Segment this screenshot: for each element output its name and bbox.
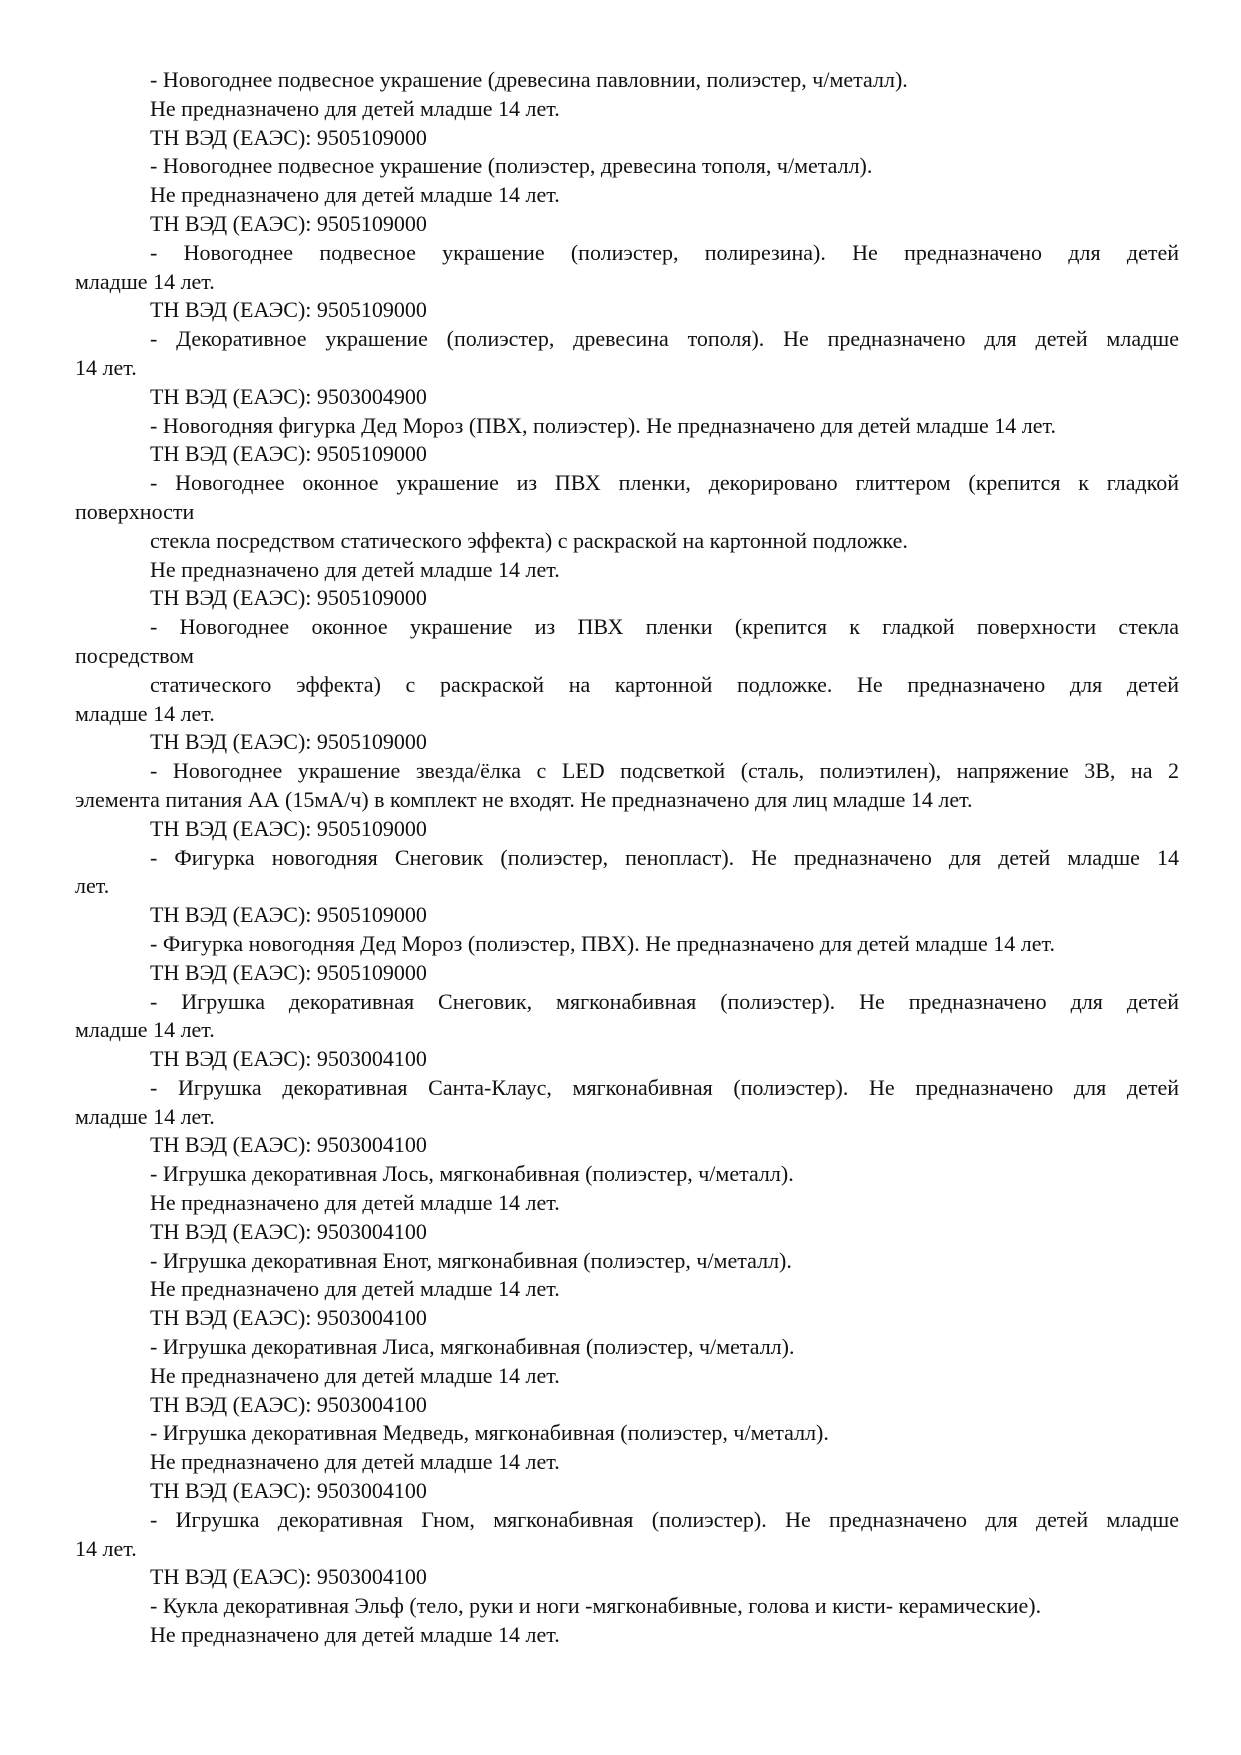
text-line: младше 14 лет. xyxy=(75,1103,215,1129)
text-line: ТН ВЭД (ЕАЭС): 9505109000 xyxy=(150,210,427,236)
text-line: - Игрушка декоративная Лось, мягконабивная (полиэстер, ч/металл). xyxy=(150,1161,794,1187)
text-line: - Декоративное украшение (полиэстер, древесина тополя). Не предназначено для детей младше xyxy=(150,326,1179,352)
text-line: Не предназначено для детей младше 14 лет. xyxy=(150,95,560,121)
text-line: ТН ВЭД (ЕАЭС): 9505109000 xyxy=(150,585,427,611)
text-line: Не предназначено для детей младше 14 лет. xyxy=(150,1276,560,1302)
text-line: ТН ВЭД (ЕАЭС): 9503004100 xyxy=(150,1046,427,1072)
text-line: ТН ВЭД (ЕАЭС): 9505109000 xyxy=(150,297,427,323)
text-line: ТН ВЭД (ЕАЭС): 9505109000 xyxy=(150,729,427,755)
text-line: - Фигурка новогодняя Снеговик (полиэстер, пенопласт). Не предназначено для детей младше 14 xyxy=(150,844,1179,870)
text-line: посредством xyxy=(75,642,194,668)
text-line: ТН ВЭД (ЕАЭС): 9503004100 xyxy=(150,1391,427,1417)
text-line: Не предназначено для детей младше 14 лет. xyxy=(150,1622,560,1648)
text-line: 14 лет. xyxy=(75,1535,137,1561)
text-line: - Новогоднее оконное украшение из ПВХ пленки (крепится к гладкой поверхности стекла xyxy=(150,614,1179,640)
text-line: ТН ВЭД (ЕАЭС): 9503004100 xyxy=(150,1218,427,1244)
text-line: Не предназначено для детей младше 14 лет. xyxy=(150,1190,560,1216)
text-line: ТН ВЭД (ЕАЭС): 9505109000 xyxy=(150,959,427,985)
text-line: - Игрушка декоративная Гном, мягконабивная (полиэстер). Не предназначено для детей младше xyxy=(150,1506,1179,1532)
text-line: - Игрушка декоративная Снеговик, мягконабивная (полиэстер). Не предназначено для детей xyxy=(150,988,1179,1014)
text-line: - Фигурка новогодняя Дед Мороз (полиэстер, ПВХ). Не предназначено для детей младше 14 лет. xyxy=(150,930,1055,956)
text-line: - Игрушка декоративная Санта-Клаус, мягконабивная (полиэстер). Не предназначено для детей xyxy=(150,1074,1179,1100)
text-line: лет. xyxy=(75,873,110,899)
text-line: - Новогоднее подвесное украшение (полиэстер, древесина тополя, ч/металл). xyxy=(150,153,873,179)
text-line: ТН ВЭД (ЕАЭС): 9503004100 xyxy=(150,1478,427,1504)
text-line: - Игрушка декоративная Медведь, мягконабивная (полиэстер, ч/металл). xyxy=(150,1420,829,1446)
text-line: ТН ВЭД (ЕАЭС): 9505109000 xyxy=(150,902,427,928)
text-line: ТН ВЭД (ЕАЭС): 9503004900 xyxy=(150,383,427,409)
text-line: ТН ВЭД (ЕАЭС): 9503004100 xyxy=(150,1564,427,1590)
text-line: статического эффекта) с раскраской на картонной подложке. Не предназначено для детей xyxy=(150,671,1179,697)
text-line: ТН ВЭД (ЕАЭС): 9503004100 xyxy=(150,1305,427,1331)
text-line: стекла посредством статического эффекта) с раскраской на картонной подложке. xyxy=(150,527,908,553)
text-line: Не предназначено для детей младше 14 лет. xyxy=(150,1362,560,1388)
text-line: 14 лет. xyxy=(75,354,137,380)
text-line: Не предназначено для детей младше 14 лет. xyxy=(150,556,560,582)
text-line: - Новогоднее подвесное украшение (полиэстер, полирезина). Не предназначено для детей xyxy=(150,239,1179,265)
text-line: младше 14 лет. xyxy=(75,700,215,726)
text-line: Не предназначено для детей младше 14 лет. xyxy=(150,182,560,208)
text-line: поверхности xyxy=(75,498,195,524)
text-line: - Кукла декоративная Эльф (тело, руки и ноги -мягконабивные, голова и кисти- керамические). xyxy=(150,1593,1042,1619)
text-line: Не предназначено для детей младше 14 лет. xyxy=(150,1449,560,1475)
text-line: - Новогодняя фигурка Дед Мороз (ПВХ, полиэстер). Не предназначено для детей младше 14 лет. xyxy=(150,412,1056,438)
text-line: - Новогоднее украшение звезда/ёлка с LED подсветкой (сталь, полиэтилен), напряжение 3В, на 2 xyxy=(150,758,1179,784)
text-line: ТН ВЭД (ЕАЭС): 9505109000 xyxy=(150,441,427,467)
text-line: - Игрушка декоративная Енот, мягконабивная (полиэстер, ч/металл). xyxy=(150,1247,792,1273)
text-line: - Игрушка декоративная Лиса, мягконабивная (полиэстер, ч/металл). xyxy=(150,1334,795,1360)
text-line: ТН ВЭД (ЕАЭС): 9503004100 xyxy=(150,1132,427,1158)
text-line: ТН ВЭД (ЕАЭС): 9505109000 xyxy=(150,124,427,150)
text-line: - Новогоднее подвесное украшение (древесина павловнии, полиэстер, ч/металл). xyxy=(150,67,908,92)
text-line: младше 14 лет. xyxy=(75,268,215,294)
text-line: ТН ВЭД (ЕАЭС): 9505109000 xyxy=(150,815,427,841)
text-line: - Новогоднее оконное украшение из ПВХ пленки, декорировано глиттером (крепится к гладкой xyxy=(150,470,1179,496)
text-line: младше 14 лет. xyxy=(75,1017,215,1043)
text-line: элемента питания АА (15мА/ч) в комплект не входят. Не предназначено для лиц младше 14 лет. xyxy=(75,786,973,812)
